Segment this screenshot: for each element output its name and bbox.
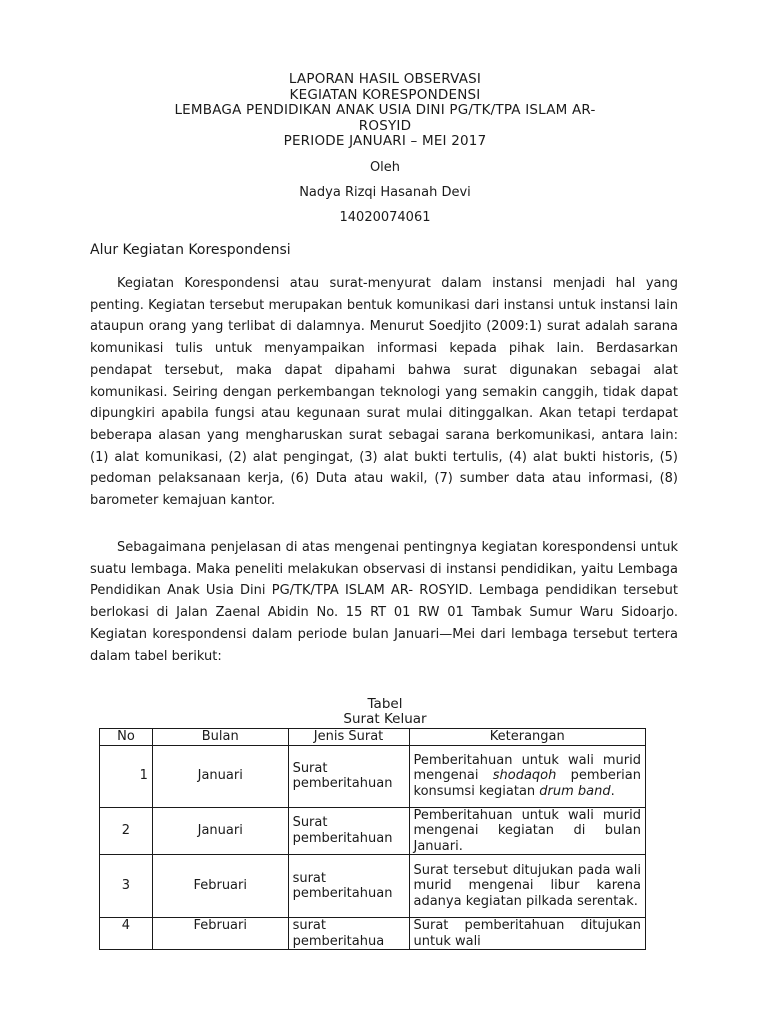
author-name: Nadya Rizqi Hasanah Devi bbox=[299, 185, 471, 200]
ket-text: . bbox=[610, 783, 615, 799]
cell-no: 1 bbox=[100, 745, 153, 807]
ket-italic: shodaqoh bbox=[492, 768, 557, 784]
section-heading: Alur Kegiatan Korespondensi bbox=[90, 242, 291, 258]
cell-no: 2 bbox=[100, 807, 153, 855]
paragraph-text: Sebagaimana penjelasan di atas mengenai pentingnya kegiatan korespondensi untuk suatu lembaga. Maka peneliti melakukan observasi di instansi pendidikan, yaitu Lembaga Pendidikan Anak Usia Dini PG/TK/TPA ISLAM AR- ROSYID. Lembaga pendidikan tersebut berlokasi di Jalan Zaenal Abidin No. 15 RT 01 RW 01 Tambak Sumur Waru Sidoarjo. Kegiatan korespondensi dalam periode bulan Januari—Mei dari lembaga tersebut tertera dalam tabel berikut: bbox=[90, 540, 678, 664]
column-header: Keterangan bbox=[409, 729, 646, 746]
cell-keterangan: Pemberitahuan untuk wali murid mengenai kegiatan di bulan Januari. bbox=[409, 807, 646, 855]
student-id: 14020074061 bbox=[339, 210, 431, 225]
column-header: Jenis Surat bbox=[288, 729, 409, 746]
title-line: LEMBAGA PENDIDIKAN ANAK USIA DINI PG/TK/TPA ISLAM AR- bbox=[174, 102, 596, 118]
table-row bbox=[100, 807, 646, 855]
title-line: PERIODE JANUARI – MEI 2017 bbox=[283, 133, 487, 149]
by-label: Oleh bbox=[369, 160, 401, 175]
report-title bbox=[90, 72, 680, 150]
author-block bbox=[90, 155, 680, 230]
table-row bbox=[100, 855, 646, 918]
cell-no: 3 bbox=[100, 855, 153, 918]
cell-bulan: Februari bbox=[152, 918, 288, 950]
column-header: Bulan bbox=[152, 729, 288, 746]
cell-keterangan: Surat pemberitahuan ditujukan untuk wali bbox=[409, 918, 646, 950]
cell-jenis: Surat pemberitahuan bbox=[288, 807, 409, 855]
body-paragraph bbox=[90, 537, 678, 667]
caption-line: Tabel bbox=[367, 696, 403, 712]
cell-jenis: surat pemberitahua bbox=[288, 918, 409, 950]
title-line: ROSYID bbox=[358, 117, 412, 134]
title-line: LAPORAN HASIL OBSERVASI bbox=[288, 71, 482, 87]
cell-keterangan bbox=[409, 745, 646, 807]
cell-bulan: Januari bbox=[152, 745, 288, 807]
ket-text: pemberian konsumsi kegiatan bbox=[413, 768, 641, 799]
table-caption bbox=[90, 697, 680, 727]
cell-keterangan: Surat tersebut ditujukan pada wali murid mengenai libur karena adanya kegiatan pilkada serentak. bbox=[409, 855, 646, 918]
table-header-row bbox=[100, 729, 646, 746]
caption-line: Surat Keluar bbox=[343, 711, 427, 727]
body-paragraph bbox=[90, 273, 678, 512]
cell-jenis: Surat pemberitahuan bbox=[288, 745, 409, 807]
outgoing-letters-table bbox=[99, 728, 646, 950]
table-row bbox=[100, 918, 646, 950]
cell-jenis: surat pemberitahuan bbox=[288, 855, 409, 918]
paragraph-text: Kegiatan Korespondensi atau surat-menyurat dalam instansi menjadi hal yang penting. Kegiatan tersebut merupakan bentuk komunikasi dari instansi untuk instansi lain ataupun orang yang terlibat di dalamnya. Menurut Soedjito (2009:1) surat adalah sarana komunikasi tulis untuk menyampaikan informasi kepada pihak lain. Berdasarkan pendapat tersebut, maka dapat dipahami bahwa surat digunakan sebagai alat komunikasi. Seiring dengan perkembangan teknologi yang semakin canggih, tidak dapat dipungkiri apabila fungsi atau kegunaan surat mulai ditinggalkan. Akan tetapi terdapat beberapa alasan yang mengharuskan surat sebagai sarana berkomunikasi, antara lain: (1) alat komunikasi, (2) alat pengingat, (3) alat bukti tertulis, (4) alat bukti historis, (5) pedoman pelaksanaan kerja, (6) Duta atau wakil, (7) sumber data atau informasi, (8) barometer kemajuan kantor. bbox=[90, 276, 678, 509]
title-line: KEGIATAN KORESPONDENSI bbox=[289, 86, 481, 103]
table-row bbox=[100, 745, 646, 807]
ket-text: Pemberitahuan untuk wali murid mengenai bbox=[413, 752, 641, 784]
cell-no: 4 bbox=[100, 918, 153, 950]
cell-bulan: Februari bbox=[152, 855, 288, 918]
cell-bulan: Januari bbox=[152, 807, 288, 855]
column-header: No bbox=[100, 729, 153, 746]
ket-italic: drum band bbox=[539, 783, 611, 799]
